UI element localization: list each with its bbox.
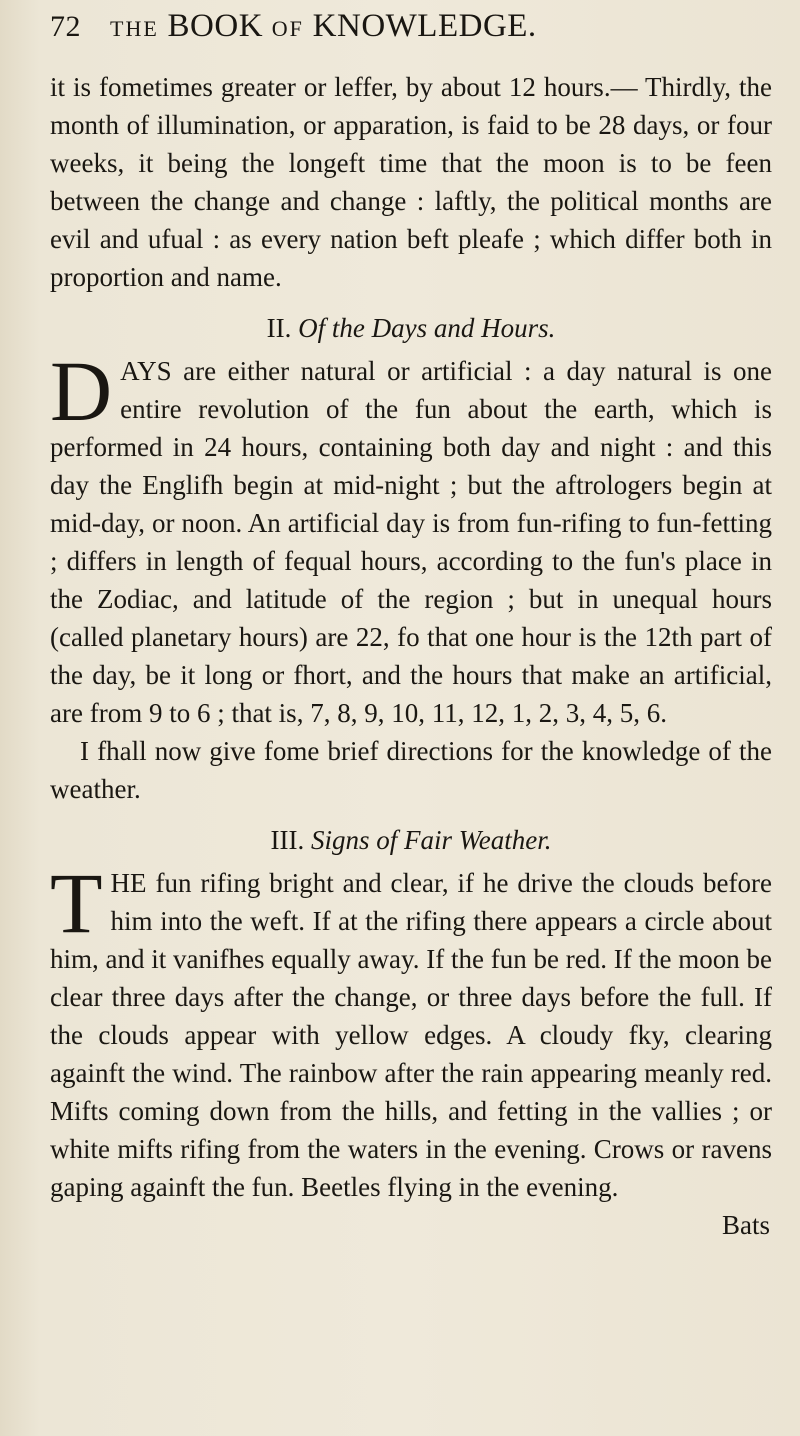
section-title: Signs of Fair Weather. <box>310 825 552 855</box>
drop-cap: D <box>50 343 113 439</box>
paragraph-months: it is fometimes greater or leffer, by about 12 hours.— Thirdly, the month of illumination, or apparation, is faid to be 28 days, or four weeks, it being the longeft time that the moon is to be feen between the change and change : laftly, the political months are evil and ufual : as every nation beft pleafe ; which differ both in proportion and name. <box>50 72 772 292</box>
drop-cap: T <box>50 855 103 951</box>
section-title: Of the Days and Hours. <box>298 313 556 343</box>
title-end: KNOWLEDGE. <box>312 8 537 44</box>
paragraph-days <box>50 343 772 732</box>
title-of: OF <box>271 16 304 41</box>
paragraph-days-text: AYS are either natural or artificial : a day natural is one entire revolution of the fun about the earth, which is performed in 24 hours, containing both day and night : and this day the Englifh begin at mid-night ; but the aftrologers begin at mid-day, or noon. An artificial day is from fun-rifing to fun-fetting ; differs in length of fequal hours, according to the fun's place in the Zodiac, and latitude of the region ; but in unequal hours (called planetary hours) are 22, fo that one hour is the 12th part of the day, be it long or fhort, and the hours that make an artificial, are from 9 to 6 ; that is, 7, 8, 9, 10, 11, 12, 1, 2, 3, 4, 5, 6. <box>50 356 772 728</box>
running-title <box>110 8 537 45</box>
title-lead: THE <box>110 16 159 41</box>
section-number: III. <box>270 825 305 855</box>
running-head <box>50 8 772 68</box>
body-text <box>50 68 772 1244</box>
paragraph-weather-intro: I fhall now give fome brief directions for the knowledge of the weather. <box>50 736 772 804</box>
section-heading-days-hours <box>50 308 772 348</box>
page-number: 72 <box>50 10 81 43</box>
paragraph-fair-weather-text: HE fun rifing bright and clear, if he drive the clouds before him into the weft. If at the rifing there appears a circle about him, and it vanifhes equally away. If the fun be red. If the moon be clear three days after the change, or three days before the full. If the clouds appear with yellow edges. A cloudy fky, clearing againft the wind. The rainbow after the rain appearing meanly red. Mifts coming down from the hills, and fetting in the vallies ; or white mifts rifing from the waters in the evening. Crows or ravens gaping againft the fun. Beetles flying in the evening. <box>50 868 772 1202</box>
paragraph-fair-weather <box>50 855 772 1206</box>
catchword: Bats <box>721 1210 770 1240</box>
title-main: BOOK <box>167 8 264 44</box>
section-heading-fair-weather <box>50 820 772 860</box>
section-number: II. <box>266 313 292 343</box>
